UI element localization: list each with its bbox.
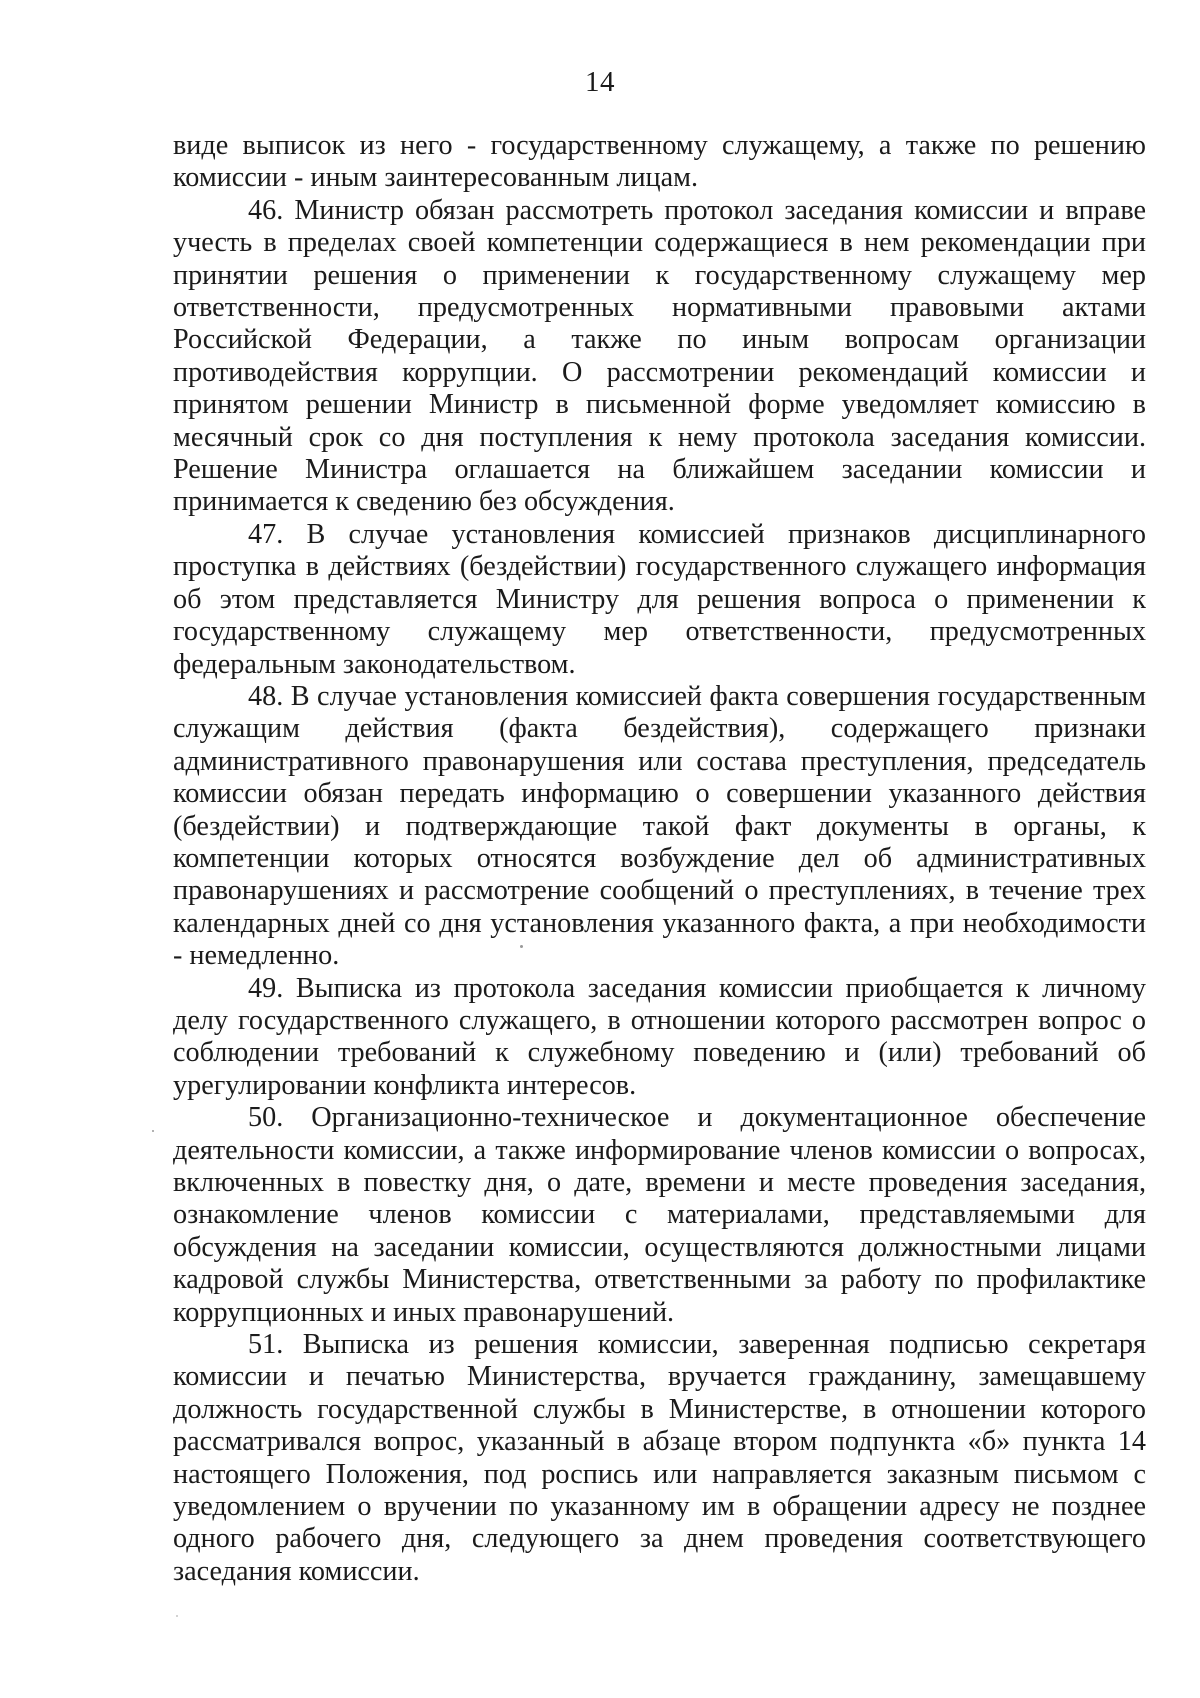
paragraph-49: 49. Выписка из протокола заседания комиссии приобщается к личному делу государственного служащего, в отношении которого рассмотрен вопрос о соблюдении требований к служебному поведению и (или) требований об урегулировании конфликта интересов. [173, 972, 1146, 1101]
paragraph-51: 51. Выписка из решения комиссии, заверенная подписью секретаря комиссии и печатью Министерства, вручается гражданину, замещавшему должность государственной службы в Министерстве, в отношении которого рассматривался вопрос, указанный в абзаце втором подпункта «б» пункта 14 настоящего Положения, под роспись или направляется заказным письмом с уведомлением о вручении по указанному им в обращении адресу не позднее одного рабочего дня, следующего за днем проведения соответствующего заседания комиссии. [173, 1329, 1146, 1587]
scan-speck [152, 1130, 154, 1132]
page-number: 14 [585, 66, 615, 98]
paragraph-48: 48. В случае установления комиссией факта совершения государственным служащим действия (факта бездействия), содержащего признаки административного правонарушения или состава преступления, председатель комиссии обязан передать информацию о совершении указанного действия (бездействии) и подтверждающие такой факт документы в органы, к компетенции которых относятся возбуждение дел об административных правонарушениях и рассмотрение сообщений о преступлениях, в течение трех календарных дней со дня установления указанного факта, а при необходимости - немедленно. [173, 680, 1146, 972]
document-body [173, 130, 1146, 1588]
scan-speck [520, 945, 523, 948]
paragraph-45-continuation: виде выписок из него - государственному служащему, а также по решению комиссии - иным заинтересованным лицам. [173, 130, 1146, 194]
paragraph-46: 46. Министр обязан рассмотреть протокол заседания комиссии и вправе учесть в пределах своей компетенции содержащиеся в нем рекомендации при принятии решения о применении к государственному служащему мер ответственности, предусмотренных нормативными правовыми актами Российской Федерации, а также по иным вопросам организации противодействия коррупции. О рассмотрении рекомендаций комиссии и принятом решении Министр в письменной форме уведомляет комиссию в месячный срок со дня поступления к нему протокола заседания комиссии. Решение Министра оглашается на ближайшем заседании комиссии и принимается к сведению без обсуждения. [173, 194, 1146, 518]
scan-speck [176, 1615, 178, 1617]
paragraph-50: 50. Организационно-техническое и документационное обеспечение деятельности комиссии, а также информирование членов комиссии о вопросах, включенных в повестку дня, о дате, времени и месте проведения заседания, ознакомление членов комиссии с материалами, представляемыми для обсуждения на заседании комиссии, осуществляются должностными лицами кадровой службы Министерства, ответственными за работу по профилактике коррупционных и иных правонарушений. [173, 1102, 1146, 1328]
paragraph-47: 47. В случае установления комиссией признаков дисциплинарного проступка в действиях (бездействии) государственного служащего информация об этом представляется Министру для решения вопроса о применении к государственному служащему мер ответственности, предусмотренных федеральным законодательством. [173, 518, 1146, 680]
